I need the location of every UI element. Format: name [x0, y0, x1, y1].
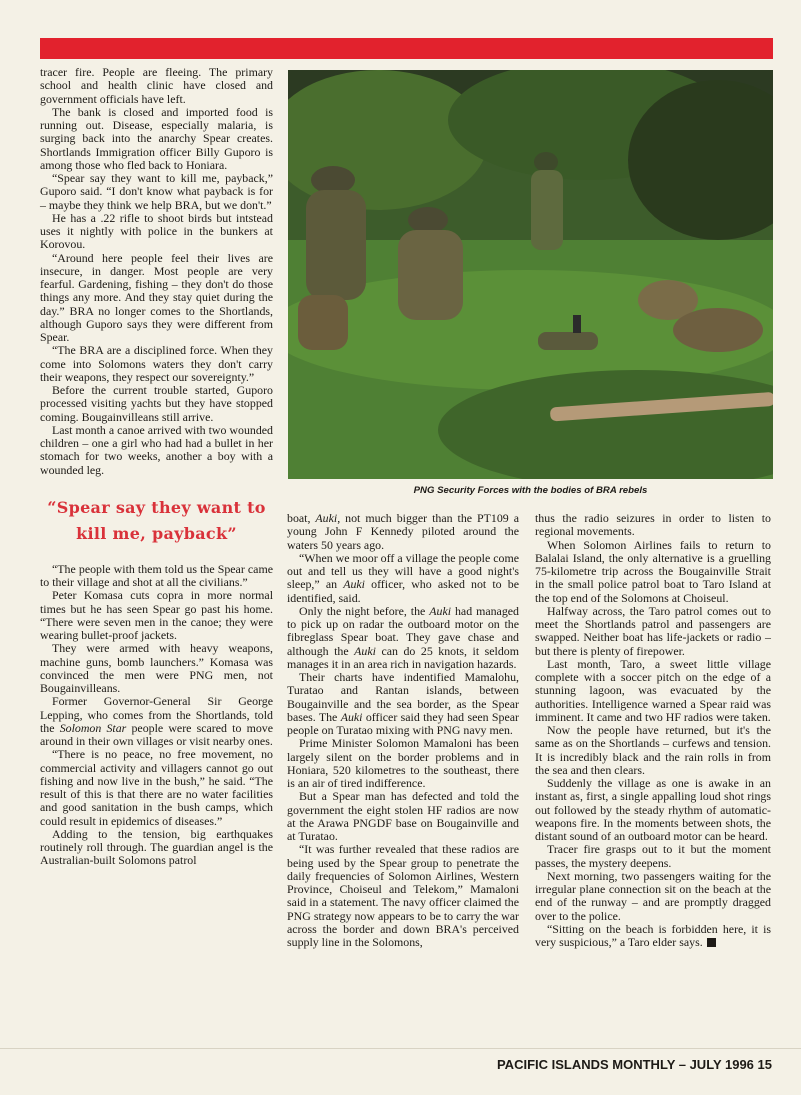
paragraph: Adding to the tension, big earthquakes routinely roll through. The guardian angel is the Australian-built Solomons patrol [40, 826, 273, 868]
boat-name: Auki [343, 577, 365, 592]
text-run: Only the night before, the [299, 603, 430, 618]
paragraph [535, 923, 771, 950]
paragraph: Next morning, two passengers waiting for the irregular plane connection sit on the beach at the end of the runway – and are promptly dragged over to the police. [535, 868, 771, 923]
article-column-2 [287, 512, 519, 949]
text-run: “Sitting on the beach is forbidden here, it is very suspicious,” a Taro elder says. [535, 921, 771, 949]
end-of-article-mark [707, 938, 716, 947]
boat-name: Auki [340, 709, 363, 724]
jungle-soldiers-illustration [288, 70, 773, 479]
paragraph: Tracer fire grasps out to it but the moment passes, the mystery deepens. [535, 842, 771, 870]
paragraph: The bank is closed and imported food is running out. Disease, especially malaria, is surging back into the anarchy Spear creates. Shortlands Immigration officer Billy Guporo is among those who fled back to Honiara. [40, 104, 273, 172]
text-run: , not much bigger than the PT109 a young John F Kennedy piloted around the waters 50 years ago. [287, 511, 519, 552]
paragraph: Last month, Taro, a sweet little village complete with a soccer pitch on the edge of a stunning lagoon, was evacuated by the authorities. Intelligence warned a Spear raid was imminent. It came and two HF radios were taken. [535, 656, 771, 724]
paragraph: “It was further revealed that these radios are being used by the Spear group to penetrate the daily frequencies of Solomon Airlines, Western Province, Choiseul and Telekom,” Mamaloni said in a statement. The navy officer claimed the PNG strategy now appears to be to carry the war across the border and down BRA's perceived supply line in the Solomons, [287, 842, 519, 949]
paragraph: Halfway across, the Taro patrol comes out to meet the Shortlands patrol and passengers are swapped. Neither boat has life-jackets or radio – but there is plenty of firepower. [535, 603, 771, 658]
paragraph: “Spear say they want to kill me, payback,” Guporo said. “I don't know what payback is for – maybe they think we help BRA, but we don't.” [40, 171, 273, 212]
paragraph: When Solomon Airlines fails to return to Balalai Island, the only alternative is a gruelling 75-kilometre trip across the Bougainville Strait in the small police patrol boat to Taro Island at the top end of the Solomons at Choiseul. [535, 537, 771, 605]
boat-name: Auki [429, 603, 452, 618]
text-run: officer said they had seen Spear people on Turatao mixing with PNG navy men. [287, 709, 519, 737]
paragraph: Last month a canoe arrived with two wounded children – one a girl who had had a bullet in her stomach for two weeks, another a boy with a wounded leg. [40, 422, 273, 477]
paragraph: They were armed with heavy weapons, machine guns, bomb launchers.” Komasa was convinced the men were PNG men, not Bougainvilleans. [40, 641, 273, 695]
photo-caption: PNG Security Forces with the bodies of BRA rebels [413, 485, 648, 496]
pull-quote: “Spear say they want to kill me, payback” [47, 497, 266, 543]
text-run: Former Governor-General Sir George Lepping, who comes from the Shortlands, told the [40, 694, 273, 735]
text-run: Their charts have indentified Mamalohu, Turatao and Rantan islands, between Bougainville and the sea border, as the Spear bases. The [287, 670, 519, 724]
boat-name: Auki [354, 643, 376, 658]
paragraph: “The BRA are a disciplined force. When they come into Solomons waters they don't carry their weapons, they respect our sovereignty.” [40, 343, 273, 384]
publication-name: Solomon Star [59, 720, 127, 735]
paragraph: But a Spear man has defected and told the government the eight stolen HF radios are now at the Arawa PNGDF base on Bougainville and at Turatao. [287, 789, 519, 843]
paragraph [40, 695, 273, 748]
header-color-bar [40, 38, 773, 59]
paragraph: “Around here people feel their lives are insecure, in danger. Most people are very fearful. Gardening, fishing – they don't do those things any more. And they stay quiet during the day.” BRA no longer comes to the Shortlands, although Guporo says they were different from Spear. [40, 250, 273, 344]
text-run: had managed to pick up on radar the outboard motor on the fibreglass Spear boat. They gave chase and although the [287, 603, 519, 658]
paragraph: tracer fire. People are fleeing. The primary school and health clinic have closed and government officials have left. [40, 65, 273, 106]
text-run: can do 25 knots, it seldom manages it in an area rich in navigation hazards. [287, 643, 519, 671]
text-run: “When we moor off a village the people come out and tell us they will have a good night's sleep,” an [287, 550, 519, 592]
paragraph: Peter Komasa cuts copra in more normal times but he has seen Spear go past his home. “There were seven men in the canoe; they were wearing bullet-proof jackets. [40, 588, 273, 642]
paragraph: He has a .22 rifle to shoot birds but intstead uses it nightly with police in the bunkers at Korovou. [40, 210, 273, 252]
paragraph: thus the radio seizures in order to listen to regional movements. [535, 511, 771, 539]
paragraph [287, 605, 519, 671]
text-run: boat, [287, 511, 316, 525]
article-column-3 [535, 512, 771, 949]
paragraph [287, 671, 519, 737]
paragraph: Prime Minister Solomon Mamaloni has been largely silent on the border problems and in Honiara, 520 kilometres to the southeast, there is an air of tired indifference. [287, 736, 519, 790]
article-column-1 [40, 66, 273, 868]
paragraph: Suddenly the village as one is awake in an instant as, first, a single appalling loud shot rings out followed by the steady rhythm of automatic-weapons fire. In the moments between shots, the distant sound of an outboard motor can be heard. [535, 776, 771, 843]
paragraph: “There is no peace, no free movement, no commercial activity and villagers cannot go out fishing and now live in the bush,” he said. “The result of this is that there are no water facilities and good sanitation in the bush camps, which could result in epidemics of diseases.” [40, 747, 273, 828]
text-run: people were scared to move around in their own villages or visit nearby ones. [40, 720, 273, 748]
boat-name: Auki [315, 511, 338, 525]
footer-divider [0, 1048, 801, 1049]
article-photo [288, 70, 773, 479]
page-footer: PACIFIC ISLANDS MONTHLY – JULY 1996 15 [496, 1057, 772, 1072]
paragraph: “The people with them told us the Spear came to their village and shot at all the civilians.” [40, 561, 273, 589]
paragraph [287, 512, 519, 552]
paragraph [287, 552, 519, 605]
paragraph: Before the current trouble started, Guporo processed visiting yachts but they have stopped coming. Bougainvilleans still arrive. [40, 383, 273, 424]
text-run: officer, who asked not to be identified, said. [287, 577, 519, 605]
paragraph: Now the people have returned, but it's the same as on the Shortlands – curfews and tension. It is incredibly black and the rain rolls in from the sea and then clears. [535, 723, 771, 777]
